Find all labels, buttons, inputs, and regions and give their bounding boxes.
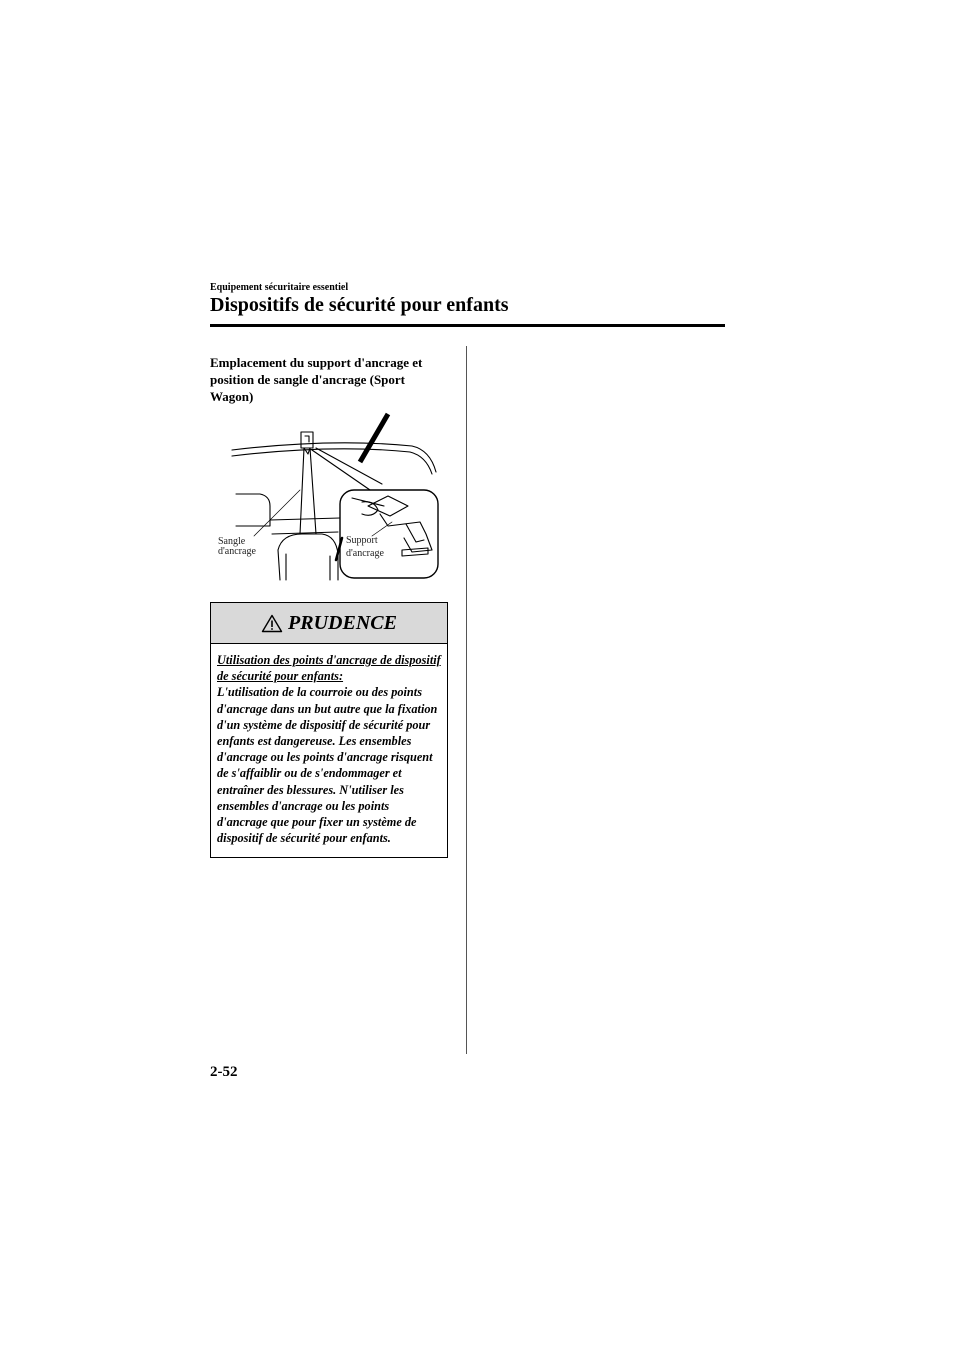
caution-header	[211, 603, 447, 644]
title-rule	[210, 324, 725, 327]
caution-title: PRUDENCE	[288, 611, 397, 634]
caution-body	[211, 644, 447, 846]
page-number: 2-52	[210, 1064, 238, 1080]
bracket-label: Support d'ancrage	[346, 535, 384, 559]
caution-heading: Utilisation des points d'ancrage de dispositif de sécurité pour enfants:	[217, 653, 441, 684]
strap-label: Sangle d'ancrage	[218, 536, 256, 557]
tether-anchor-drawing	[212, 410, 442, 585]
anchor-illustration	[212, 410, 442, 585]
subheading: Emplacement du support d'ancrage et position de sangle d'ancrage (Sport Wagon)	[210, 355, 423, 404]
caution-text: L'utilisation de la courroie ou des points d'ancrage dans un but autre que la fixation d'un système de dispositif de sécurité pour enfants est dangereuse. Les ensembles d'ancrage ou les points d'ancrage risquent de s'affaiblir ou de s'endommager et entraîner des blessures. N'utiliser les ensembles d'ancrage ou les points d'ancrage que pour fixer un système de dispositif de sécurité pour enfants.	[217, 685, 438, 846]
caution-box	[210, 602, 448, 858]
column-divider	[466, 346, 467, 1054]
warning-triangle-icon	[261, 614, 283, 633]
section-label: Equipement sécuritaire essentiel	[210, 282, 349, 293]
page-title: Dispositifs de sécurité pour enfants	[210, 294, 509, 316]
